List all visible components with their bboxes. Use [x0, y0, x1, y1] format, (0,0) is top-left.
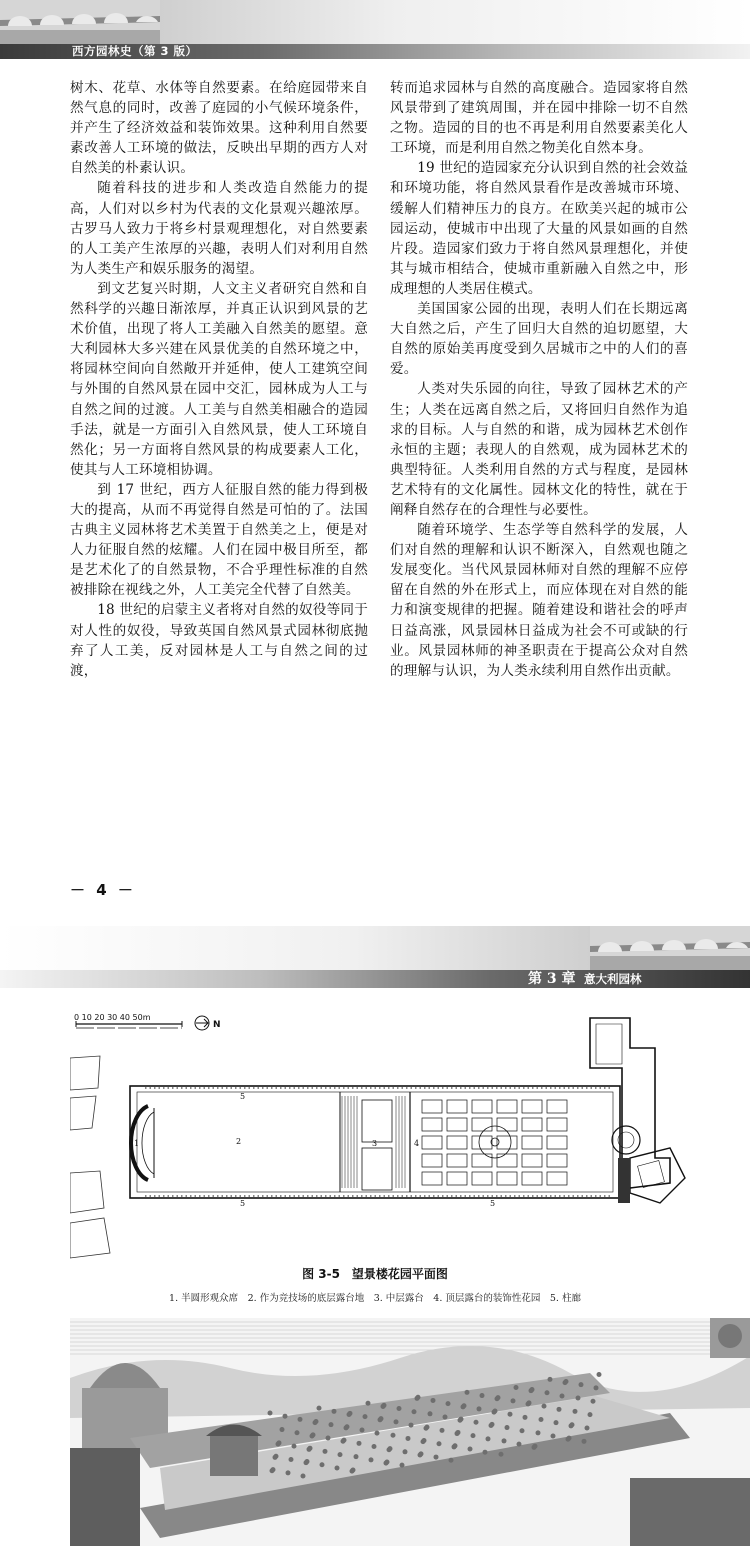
- plan-label-3: 3: [372, 1139, 378, 1148]
- header-bridge-photo: [0, 0, 160, 44]
- running-title: 西方园林史（第 3 版）: [72, 44, 198, 58]
- chapter-label: 第 3 章: [528, 971, 576, 987]
- scale-label: 0 10 20 30 40 50m: [74, 1013, 151, 1022]
- paragraph: 随着科技的进步和人类改造自然能力的提高，人们对以乡村为代表的文化景观兴趣浓厚。古罗马人致力于将乡村景观理想化，对自然要素的人工美产生浓厚的兴趣，表明人们对利用自然为人类生产和娱乐服务的渴望。: [70, 180, 368, 277]
- page-header: [0, 0, 750, 60]
- page-number: － 4 －: [70, 881, 136, 899]
- paragraph: 美国国家公园的出现，表明人们在长期远离大自然之后，产生了回归大自然的迫切愿望，大自然的原始美再度受到久居城市之中的人们的喜爱。: [390, 301, 688, 378]
- figure-legend: 1. 半圆形观众席 2. 作为竞技场的底层露台地 3. 中层露台 4. 顶层露台的装饰性花园 5. 柱廊: [169, 1293, 581, 1304]
- chapter-header: [0, 926, 750, 988]
- paragraph: 19 世纪的造园家充分认识到自然的社会效益和环境功能，将自然风景看作是改善城市环境、缓解人们精神压力的良方。在欧美兴起的城市公园运动，使城市中出现了大量的风景如画的自然片段。造园家们致力于将自然风景理想化，并使其与城市相结合，使城市重新融入自然之中，形成理想的人类居住模式。: [390, 160, 688, 297]
- garden-plan-figure: [70, 1008, 690, 1263]
- plan-label-5-bottom: 5: [240, 1199, 246, 1208]
- paragraph: 人类对失乐园的向往，导致了园林艺术的产生；人类在远离自然之后，又将回归自然作为追求的目标。人与自然的和谐，成为园林艺术创作永恒的主题；表现人的自然观，成为园林艺术的典型特征。人类利用自然的方式与程度，是园林艺术特有的文化属性。园林文化的特性，就在于阐释自然存在的合理性与必要性。: [390, 381, 688, 518]
- paragraph: 18 世纪的启蒙主义者将对自然的奴役等同于对人性的奴役，导致英国自然风景式园林彻底抛弃了人工美，反对园林是人工与自然之间的过渡，: [70, 602, 368, 679]
- plan-label-5-right: 5: [490, 1199, 496, 1208]
- text-column-right: [390, 78, 688, 681]
- paragraph: 转而追求园林与自然的高度融合。造园家将自然风景带到了建筑周围，并在园中排除一切不自然之物。造园的目的也不再是利用自然要素美化人工环境，而是利用自然之物美化自然本身。: [390, 80, 688, 157]
- paragraph: 到文艺复兴时期，人文主义者研究自然和自然科学的兴趣日渐浓厚，并真正认识到风景的艺术价值，出现了将人工美融入自然美的愿望。意大利园林大多兴建在风景优美的自然环境之中，将园林空间向自然敞开并延伸，使人工建筑空间与外围的自然风景在园中交汇，园林成为人工与自然之间的过渡。人工美与自然美相融合的造园手法，就是一方面引入自然风景，使人工环境自然化；另一方面将自然风景的构成要素人工化，使其与人工环境相协调。: [70, 280, 368, 478]
- plan-label-2: 2: [236, 1137, 242, 1146]
- belvedere-engraving-image: [70, 1318, 750, 1546]
- text-column-left: [70, 78, 368, 681]
- paragraph: 随着环境学、生态学等自然科学的发展，人们对自然的理解和认识不断深入，自然观也随之发展变化。当代风景园林师对自然的理解不应停留在自然的外在形式上，而应体现在对自然的能力和演变规律的把握。随着建设和谐社会的呼声日益高涨，风景园林日益成为社会不可或缺的行业。风景园林师的神圣职责在于提高公众对自然的理解与认识，为人类永续利用自然作出贡献。: [390, 522, 688, 679]
- paragraph: 到 17 世纪，西方人征服自然的能力得到极大的提高，从而不再觉得自然是可怕的了。法国古典主义园林将艺术美置于自然美之上，便是对人力征服自然的炫耀。人们在园中极目所至，都是艺术化了的自然景物，不合乎理性标准的自然被排除在视线之外，人工美完全代替了自然美。: [70, 481, 368, 599]
- plan-label-4: 4: [414, 1139, 420, 1148]
- header-bridge-photo: [590, 926, 750, 970]
- figure-caption: 图 3-5 望景楼花园平面图: [302, 1267, 448, 1281]
- north-label: N: [213, 1020, 221, 1030]
- chapter-name: 意大利园林: [584, 972, 642, 986]
- paragraph: 树木、花草、水体等自然要素。在给庭园带来自然气息的同时，改善了庭园的小气候环境条件，并产生了经济效益和装饰效果。这种利用自然要素改善人工环境的做法，反映出早期的西方人对自然美的朴素认识。: [70, 80, 368, 177]
- plan-label-5-top: 5: [240, 1092, 246, 1101]
- plan-label-1: 1: [134, 1139, 140, 1148]
